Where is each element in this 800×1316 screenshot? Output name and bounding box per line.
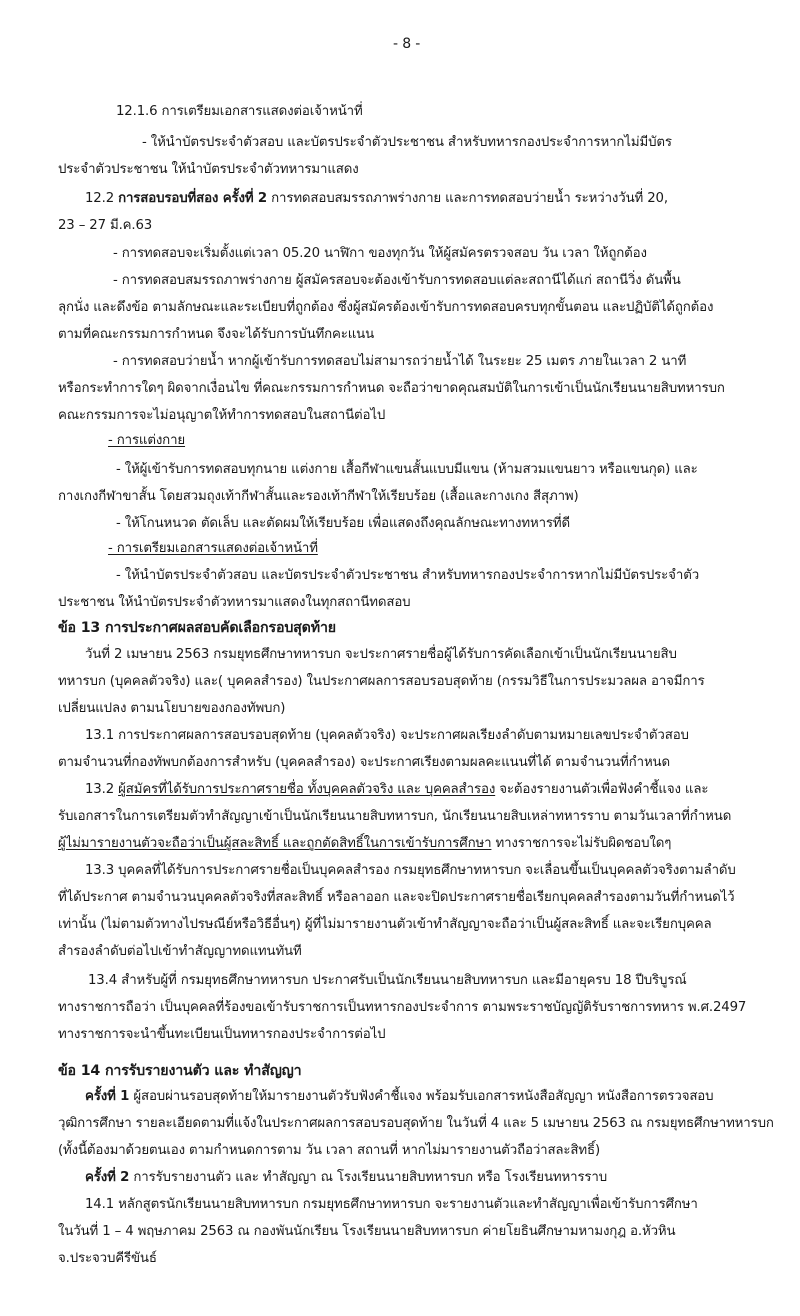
paragraph-line: - ให้โกนหนวด ตัดเล็บ และตัดผมให้เรียบร้อย เพื่อแสดงถึงคุณลักษณะทางทหารที่ดี — [116, 516, 570, 531]
paragraph-line: 13.4 สำหรับผู้ที่ กรมยุทธศึกษาทหารบก ประกาศรับเป็นนักเรียนนายสิบทหารบก และมีอายุครบ 18 ปีบริบูรณ์ — [88, 973, 687, 988]
paragraph-line: กางเกงกีฬาขาสั้น โดยสวมถุงเท้ากีฬาสั้นและรองเท้ากีฬาให้เรียบร้อย (เสื้อและกางเกง สีสุภาพ) — [58, 489, 579, 504]
paragraph-line: ทหารบก (บุคคลตัวจริง) และ( บุคคลสำรอง) ในประกาศผลการสอบรอบสุดท้าย (กรรมวิธีในการประมวลผล อาจมีการ — [58, 674, 705, 689]
paragraph-line: ตามจำนวนที่กองทัพบกต้องการสำหรับ (บุคคลสำรอง) จะประกาศเรียงตามผลคะแนนที่ได้ ตามจำนวนที่กำหนด — [58, 755, 670, 770]
paragraph-line: ในวันที่ 1 – 4 พฤษภาคม 2563 ณ กองพันนักเรียน โรงเรียนนายสิบทหารบก ค่ายโยธินศึกษามหามงกุฎ อ.หัวหิน — [58, 1224, 676, 1239]
section-12-2: 12.2 การสอบรอบที่สอง ครั้งที่ 2 การทดสอบสมรรถภาพร่างกาย และการทดสอบว่ายน้ำ ระหว่างวันที่ 20, — [85, 191, 668, 206]
paragraph-line: - การทดสอบว่ายน้ำ หากผู้เข้ารับการทดสอบไม่สามารถว่ายน้ำได้ ในระยะ 25 เมตร ภายในเวลา 2 นาที — [113, 354, 687, 369]
paragraph-line: เปลี่ยนแปลง ตามนโยบายของกองทัพบก) — [58, 701, 286, 716]
paragraph-line: สำรองลำดับต่อไปเข้าทำสัญญาทดแทนทันที — [58, 944, 302, 959]
section-12-1-6: 12.1.6 การเตรียมเอกสารแสดงต่อเจ้าหน้าที่ — [116, 104, 363, 119]
paragraph-line: 13.3 บุคคลที่ได้รับการประกาศรายชื่อเป็นบุคคลสำรอง กรมยุทธศึกษาทหารบก จะเลื่อนขึ้นเป็นบุคคลตัวจริงตามลำดับ — [85, 863, 736, 878]
paragraph-line: - การทดสอบจะเริ่มตั้งแต่เวลา 05.20 นาฬิกา ของทุกวัน ให้ผู้สมัครตรวจสอบ วัน เวลา ให้ถูกต้อง — [113, 246, 647, 261]
heading-section-14: ข้อ 14 การรับรายงานตัว และ ทำสัญญา — [58, 1063, 302, 1079]
paragraph-line: ทางราชการจะนำขึ้นทะเบียนเป็นทหารกองประจำการต่อไป — [58, 1027, 386, 1042]
paragraph-line: วุฒิการศึกษา รายละเอียดตามที่แจ้งในประกาศผลการสอบรอบสุดท้าย ในวันที่ 4 และ 5 เมษายน 2563 ณ กรมยุทธศึกษาทหารบก — [58, 1116, 774, 1131]
page-number: - 8 - — [393, 36, 421, 52]
paragraph-line: 14.1 หลักสูตรนักเรียนนายสิบทหารบก กรมยุทธศึกษาทหารบก จะรายงานตัวและทำสัญญาเพื่อเข้ารับการศึกษา — [85, 1197, 698, 1212]
heading-section-13: ข้อ 13 การประกาศผลสอบคัดเลือกรอบสุดท้าย — [58, 620, 336, 636]
subheading-dress: - การแต่งกาย — [108, 433, 186, 448]
paragraph-line: ครั้งที่ 1 ผู้สอบผ่านรอบสุดท้ายให้มารายงานตัวรับฟังคำชี้แจง พร้อมรับเอกสารหนังสือสัญญา หนังสือการตรวจสอบ — [85, 1089, 714, 1104]
underlined-phrase: ผู้สมัครที่ได้รับการประกาศรายชื่อ ทั้งบุคคลตัวจริง และ บุคคลสำรอง — [118, 782, 496, 797]
paragraph-line: 23 – 27 มี.ค.63 — [58, 218, 153, 233]
paragraph-line: - การทดสอบสมรรถภาพร่างกาย ผู้สมัครสอบจะต้องเข้ารับการทดสอบแต่ละสถานีได้แก่ สถานีวิ่ง ดันพื้น — [113, 273, 681, 288]
paragraph-line: ตามที่คณะกรรมการกำหนด จึงจะได้รับการบันทึกคะแนน — [58, 327, 375, 342]
paragraph-line: รับเอกสารในการเตรียมตัวทำสัญญาเข้าเป็นนักเรียนนายสิบทหารบก, นักเรียนนายสิบเหล่าทหารราบ ตามวันเวลาที่กำหนด — [58, 809, 732, 824]
paragraph-line: วันที่ 2 เมษายน 2563 กรมยุทธศึกษาทหารบก จะประกาศรายชื่อผู้ได้รับการคัดเลือกเข้าเป็นนักเรียนนายสิบ — [85, 647, 677, 662]
section-12-2-title: การสอบรอบที่สอง ครั้งที่ 2 — [118, 191, 268, 206]
paragraph-line: - ให้นำบัตรประจำตัวสอบ และบัตรประจำตัวประชาชน สำหรับทหารกองประจำการหากไม่มีบัตร — [142, 135, 672, 150]
paragraph-line: ครั้งที่ 2 การรับรายงานตัว และ ทำสัญญา ณ โรงเรียนนายสิบทหารบก หรือ โรงเรียนทหารราบ — [85, 1170, 608, 1185]
paragraph-line: (ทั้งนี้ต้องมาด้วยตนเอง ตามกำหนดการตาม วัน เวลา สถานที่ หากไม่มารายงานตัวถือว่าสละสิทธิ์) — [58, 1143, 601, 1158]
paragraph-line: หรือกระทำการใดๆ ผิดจากเงื่อนไข ที่คณะกรรมการกำหนด จะถือว่าขาดคุณสมบัติในการเข้าเป็นนักเรียนนายสิบทหารบก — [58, 381, 725, 396]
paragraph-line: เท่านั้น (ไม่ตามตัวทางไปรษณีย์หรือวิธีอื่นๆ) ผู้ที่ไม่มารายงานตัวเข้าทำสัญญาจะถือว่าเป็นผู้สละสิทธิ์ และจะเรียกบุคคล — [58, 917, 712, 932]
paragraph-line: 13.1 การประกาศผลการสอบรอบสุดท้าย (บุคคลตัวจริง) จะประกาศผลเรียงลำดับตามหมายเลขประจำตัวสอบ — [85, 728, 689, 743]
subheading-documents: - การเตรียมเอกสารแสดงต่อเจ้าหน้าที่ — [108, 541, 318, 556]
paragraph-line: ทางราชการถือว่า เป็นบุคคลที่ร้องขอเข้ารับราชการเป็นทหารกองประจำการ ตามพระราชบัญญัติรับราชการทหาร พ.ศ.2497 — [58, 1000, 747, 1015]
paragraph-line: ลุกนั่ง และดึงข้อ ตามลักษณะและระเบียบที่ถูกต้อง ซึ่งผู้สมัครต้องเข้ารับการทดสอบครบทุกขั้นตอน และปฏิบัติได้ถูกต้อง — [58, 300, 714, 315]
paragraph-line: ประชาชน ให้นำบัตรประจำตัวทหารมาแสดงในทุกสถานีทดสอบ — [58, 595, 411, 610]
paragraph-line: จ.ประจวบคีรีขันธ์ — [58, 1251, 157, 1266]
paragraph-line: ประจำตัวประชาชน ให้นำบัตรประจำตัวทหารมาแสดง — [58, 162, 359, 177]
paragraph-line: คณะกรรมการจะไม่อนุญาตให้ทำการทดสอบในสถานีต่อไป — [58, 408, 386, 423]
paragraph-line: ผู้ไม่มารายงานตัวจะถือว่าเป็นผู้สละสิทธิ์ และถูกตัดสิทธิ์ในการเข้ารับการศึกษา ทางราชการจะไม่รับผิดชอบใดๆ — [58, 836, 672, 851]
section-13-2: 13.2 ผู้สมัครที่ได้รับการประกาศรายชื่อ ทั้งบุคคลตัวจริง และ บุคคลสำรอง จะต้องรายงานตัวเพื่อฟังคำชี้แจง และ — [85, 782, 709, 797]
paragraph-line: - ให้นำบัตรประจำตัวสอบ และบัตรประจำตัวประชาชน สำหรับทหารกองประจำการหากไม่มีบัตรประจำตัว — [116, 568, 700, 583]
paragraph-line: ที่ได้ประกาศ ตามจำนวนบุคคลตัวจริงที่สละสิทธิ์ หรือลาออก และจะปิดประกาศรายชื่อเรียกบุคคลสำรองตามวันที่กำหนดไว้ — [58, 890, 735, 905]
paragraph-line: - ให้ผู้เข้ารับการทดสอบทุกนาย แต่งกาย เสื้อกีฬาแขนสั้นแบบมีแขน (ห้ามสวมแขนยาว หรือแขนกุด) และ — [116, 462, 698, 477]
underlined-phrase: ผู้ไม่มารายงานตัวจะถือว่าเป็นผู้สละสิทธิ์ และถูกตัดสิทธิ์ในการเข้ารับการศึกษา — [58, 836, 492, 851]
